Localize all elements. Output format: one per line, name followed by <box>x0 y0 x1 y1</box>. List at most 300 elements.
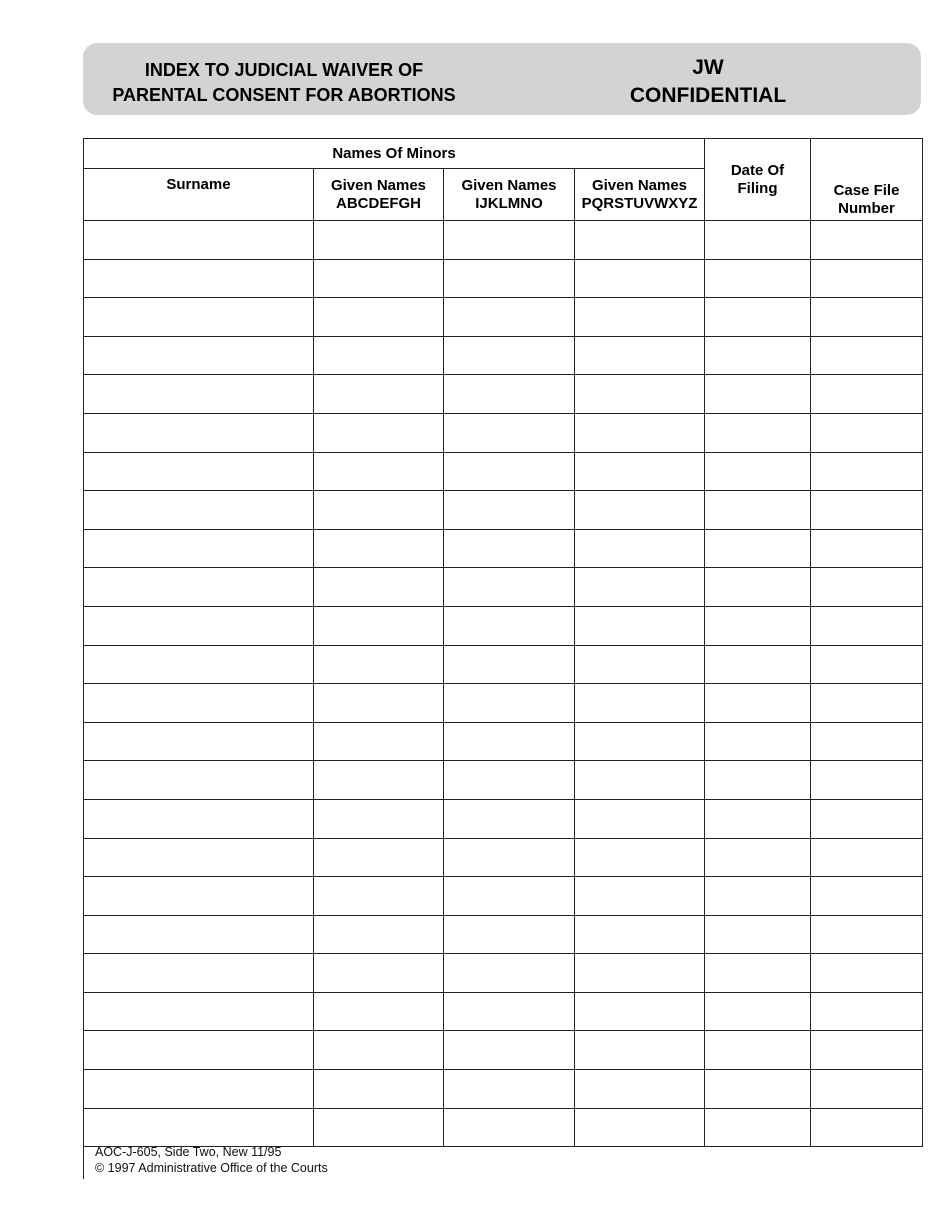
date-of-filing-input[interactable] <box>705 684 810 722</box>
date-of-filing-cell <box>705 298 811 337</box>
date-of-filing-cell <box>705 838 811 877</box>
case-file-number-cell <box>811 491 923 530</box>
given-names-a-h-header-line-2: ABCDEFGH <box>336 194 421 212</box>
given-p-z-input[interactable] <box>575 337 704 375</box>
given-names-p-z-cell <box>575 413 705 452</box>
date-of-filing-input[interactable] <box>705 260 810 298</box>
given-names-a-h-cell <box>314 298 444 337</box>
given-names-i-o-cell <box>444 838 575 877</box>
given-names-p-z-cell <box>575 568 705 607</box>
given-i-o-input[interactable] <box>444 221 574 259</box>
given-names-i-o-cell <box>444 568 575 607</box>
given-names-i-o-cell <box>444 684 575 723</box>
given-names-a-h-cell <box>314 722 444 761</box>
table-row <box>84 413 923 452</box>
surname-input[interactable] <box>84 723 313 761</box>
given-a-h-input[interactable] <box>314 453 443 491</box>
given-a-h-input[interactable] <box>314 1070 443 1108</box>
date-of-filing-input[interactable] <box>705 646 810 684</box>
case-file-number-input[interactable] <box>811 375 922 413</box>
given-names-i-o-header-line-1: Given Names <box>461 176 557 194</box>
given-names-p-z-cell <box>575 1070 705 1109</box>
case-file-number-cell <box>811 606 923 645</box>
given-names-a-h-cell <box>314 1108 444 1147</box>
table-row <box>84 722 923 761</box>
date-of-filing-input[interactable] <box>705 530 810 568</box>
given-i-o-input[interactable] <box>444 954 574 992</box>
given-i-o-input[interactable] <box>444 453 574 491</box>
surname-cell <box>84 915 314 954</box>
given-p-z-input[interactable] <box>575 568 704 606</box>
given-i-o-input[interactable] <box>444 1070 574 1108</box>
given-i-o-input[interactable] <box>444 684 574 722</box>
date-of-filing-header <box>705 139 811 221</box>
given-p-z-input[interactable] <box>575 723 704 761</box>
case-file-number-input[interactable] <box>811 877 922 915</box>
case-file-number-cell <box>811 452 923 491</box>
given-names-i-o-cell <box>444 259 575 298</box>
given-names-p-z-cell <box>575 954 705 993</box>
surname-input[interactable] <box>84 993 313 1031</box>
date-of-filing-cell <box>705 259 811 298</box>
case-file-number-input[interactable] <box>811 260 922 298</box>
case-file-number-input[interactable] <box>811 916 922 954</box>
surname-cell <box>84 413 314 452</box>
given-i-o-input[interactable] <box>444 530 574 568</box>
surname-input[interactable] <box>84 221 313 259</box>
date-of-filing-input[interactable] <box>705 337 810 375</box>
given-p-z-input[interactable] <box>575 1109 704 1147</box>
date-of-filing-input[interactable] <box>705 839 810 877</box>
given-i-o-input[interactable] <box>444 800 574 838</box>
given-names-a-h-cell <box>314 491 444 530</box>
form-id: AOC-J-605, Side Two, New 11/95 <box>95 1145 282 1159</box>
date-of-filing-header-line-1: Date Of <box>730 161 785 179</box>
table-row <box>84 877 923 916</box>
case-file-number-input[interactable] <box>811 568 922 606</box>
table-row <box>84 992 923 1031</box>
given-names-i-o-cell <box>444 877 575 916</box>
table-row <box>84 684 923 723</box>
table-row <box>84 1070 923 1109</box>
table-row <box>84 375 923 414</box>
table-row <box>84 954 923 993</box>
given-p-z-input[interactable] <box>575 414 704 452</box>
given-p-z-input[interactable] <box>575 260 704 298</box>
given-names-i-o-cell <box>444 1108 575 1147</box>
table-header-row-1 <box>84 139 923 169</box>
names-of-minors-header: Names Of Minors <box>84 139 705 169</box>
given-names-a-h-cell <box>314 529 444 568</box>
case-file-number-input[interactable] <box>811 530 922 568</box>
given-names-i-o-cell <box>444 722 575 761</box>
given-p-z-input[interactable] <box>575 530 704 568</box>
given-names-i-o-cell <box>444 413 575 452</box>
footer <box>95 1144 328 1176</box>
given-names-p-z-cell <box>575 992 705 1031</box>
surname-input[interactable] <box>84 1070 313 1108</box>
date-of-filing-input[interactable] <box>705 491 810 529</box>
surname-cell <box>84 684 314 723</box>
given-p-z-input[interactable] <box>575 993 704 1031</box>
case-file-number-input[interactable] <box>811 1070 922 1108</box>
date-of-filing-cell <box>705 915 811 954</box>
given-names-p-z-cell <box>575 375 705 414</box>
given-a-h-input[interactable] <box>314 800 443 838</box>
date-of-filing-cell <box>705 1031 811 1070</box>
surname-header-label: Surname <box>166 176 231 193</box>
table-row <box>84 915 923 954</box>
date-of-filing-cell <box>705 877 811 916</box>
date-of-filing-cell <box>705 221 811 260</box>
surname-input[interactable] <box>84 260 313 298</box>
given-names-i-o-cell <box>444 1070 575 1109</box>
given-names-a-h-cell <box>314 954 444 993</box>
given-names-p-z-cell <box>575 1108 705 1147</box>
given-i-o-input[interactable] <box>444 337 574 375</box>
given-i-o-input[interactable] <box>444 646 574 684</box>
given-names-i-o-cell <box>444 1031 575 1070</box>
given-names-p-z-cell <box>575 645 705 684</box>
surname-cell <box>84 375 314 414</box>
surname-input[interactable] <box>84 298 313 336</box>
surname-input[interactable] <box>84 1109 313 1147</box>
given-names-p-z-cell <box>575 915 705 954</box>
given-names-p-z-cell <box>575 722 705 761</box>
given-names-p-z-cell <box>575 221 705 260</box>
date-of-filing-input[interactable] <box>705 221 810 259</box>
surname-cell <box>84 1031 314 1070</box>
given-p-z-input[interactable] <box>575 800 704 838</box>
surname-input[interactable] <box>84 530 313 568</box>
table-row <box>84 452 923 491</box>
given-names-a-h-cell <box>314 877 444 916</box>
given-names-a-h-header-line-1: Given Names <box>330 176 427 194</box>
case-file-number-cell <box>811 877 923 916</box>
given-p-z-input[interactable] <box>575 839 704 877</box>
given-names-i-o-header <box>444 169 575 221</box>
date-of-filing-cell <box>705 992 811 1031</box>
given-p-z-input[interactable] <box>575 453 704 491</box>
date-of-filing-input[interactable] <box>705 568 810 606</box>
case-file-number-cell <box>811 954 923 993</box>
given-a-h-input[interactable] <box>314 877 443 915</box>
case-file-number-input[interactable] <box>811 221 922 259</box>
surname-cell <box>84 992 314 1031</box>
surname-input[interactable] <box>84 761 313 799</box>
table-row <box>84 568 923 607</box>
surname-cell <box>84 568 314 607</box>
given-a-h-input[interactable] <box>314 684 443 722</box>
given-names-p-z-cell <box>575 838 705 877</box>
given-i-o-input[interactable] <box>444 491 574 529</box>
surname-cell <box>84 954 314 993</box>
given-a-h-input[interactable] <box>314 1109 443 1147</box>
given-names-i-o-cell <box>444 529 575 568</box>
date-of-filing-input[interactable] <box>705 723 810 761</box>
date-of-filing-input[interactable] <box>705 414 810 452</box>
given-p-z-input[interactable] <box>575 684 704 722</box>
surname-cell <box>84 606 314 645</box>
given-names-p-z-header <box>575 169 705 221</box>
date-of-filing-cell <box>705 413 811 452</box>
given-names-i-o-cell <box>444 915 575 954</box>
case-file-number-input[interactable] <box>811 453 922 491</box>
given-p-z-input[interactable] <box>575 298 704 336</box>
given-i-o-input[interactable] <box>444 839 574 877</box>
surname-input[interactable] <box>84 607 313 645</box>
date-of-filing-cell <box>705 954 811 993</box>
given-a-h-input[interactable] <box>314 298 443 336</box>
confidential-label: CONFIDENTIAL <box>629 84 787 107</box>
case-file-number-cell <box>811 375 923 414</box>
given-i-o-input[interactable] <box>444 916 574 954</box>
surname-input[interactable] <box>84 375 313 413</box>
case-file-number-header-line-1: Case File <box>833 182 900 199</box>
case-file-number-cell <box>811 1031 923 1070</box>
given-p-z-input[interactable] <box>575 761 704 799</box>
given-p-z-input[interactable] <box>575 221 704 259</box>
given-names-a-h-cell <box>314 606 444 645</box>
case-file-number-input[interactable] <box>811 954 922 992</box>
given-names-i-o-cell <box>444 221 575 260</box>
given-a-h-input[interactable] <box>314 491 443 529</box>
date-of-filing-input[interactable] <box>705 1070 810 1108</box>
surname-cell <box>84 838 314 877</box>
given-names-p-z-cell <box>575 491 705 530</box>
surname-input[interactable] <box>84 954 313 992</box>
given-a-h-input[interactable] <box>314 1031 443 1069</box>
surname-input[interactable] <box>84 414 313 452</box>
given-names-p-z-cell <box>575 259 705 298</box>
case-file-number-input[interactable] <box>811 1031 922 1069</box>
given-names-a-h-cell <box>314 336 444 375</box>
table-row <box>84 529 923 568</box>
table-row <box>84 606 923 645</box>
case-file-number-cell <box>811 645 923 684</box>
given-p-z-input[interactable] <box>575 1070 704 1108</box>
surname-cell <box>84 1070 314 1109</box>
given-names-a-h-cell <box>314 452 444 491</box>
date-of-filing-cell <box>705 491 811 530</box>
date-of-filing-input[interactable] <box>705 1031 810 1069</box>
given-i-o-input[interactable] <box>444 607 574 645</box>
date-of-filing-cell <box>705 722 811 761</box>
given-p-z-input[interactable] <box>575 607 704 645</box>
case-file-number-cell <box>811 684 923 723</box>
surname-input[interactable] <box>84 800 313 838</box>
given-names-a-h-cell <box>314 915 444 954</box>
given-names-i-o-cell <box>444 375 575 414</box>
case-file-number-cell <box>811 1108 923 1147</box>
given-i-o-input[interactable] <box>444 877 574 915</box>
footer-rule <box>83 1141 84 1179</box>
given-i-o-input[interactable] <box>444 414 574 452</box>
given-names-a-h-cell <box>314 761 444 800</box>
given-i-o-input[interactable] <box>444 993 574 1031</box>
surname-cell <box>84 336 314 375</box>
given-p-z-input[interactable] <box>575 916 704 954</box>
date-of-filing-input[interactable] <box>705 800 810 838</box>
given-i-o-input[interactable] <box>444 723 574 761</box>
surname-input[interactable] <box>84 491 313 529</box>
case-file-number-cell <box>811 1070 923 1109</box>
case-file-number-cell <box>811 838 923 877</box>
given-a-h-input[interactable] <box>314 568 443 606</box>
case-file-number-cell <box>811 413 923 452</box>
given-a-h-input[interactable] <box>314 260 443 298</box>
surname-cell <box>84 221 314 260</box>
table-row <box>84 298 923 337</box>
given-a-h-input[interactable] <box>314 916 443 954</box>
case-file-number-input[interactable] <box>811 723 922 761</box>
surname-input[interactable] <box>84 453 313 491</box>
case-file-number-cell <box>811 915 923 954</box>
given-p-z-input[interactable] <box>575 954 704 992</box>
case-file-number-cell <box>811 529 923 568</box>
given-i-o-input[interactable] <box>444 1031 574 1069</box>
table-row <box>84 645 923 684</box>
given-names-a-h-cell <box>314 838 444 877</box>
given-p-z-input[interactable] <box>575 1031 704 1069</box>
case-file-number-cell <box>811 568 923 607</box>
given-names-p-z-cell <box>575 761 705 800</box>
given-a-h-input[interactable] <box>314 530 443 568</box>
date-of-filing-cell <box>705 1070 811 1109</box>
date-of-filing-input[interactable] <box>705 761 810 799</box>
table-row <box>84 336 923 375</box>
given-names-p-z-cell <box>575 336 705 375</box>
given-a-h-input[interactable] <box>314 414 443 452</box>
table-row <box>84 491 923 530</box>
surname-input[interactable] <box>84 684 313 722</box>
case-file-number-input[interactable] <box>811 491 922 529</box>
surname-input[interactable] <box>84 916 313 954</box>
case-file-number-cell <box>811 221 923 260</box>
surname-input[interactable] <box>84 568 313 606</box>
surname-input[interactable] <box>84 337 313 375</box>
given-names-a-h-cell <box>314 992 444 1031</box>
given-names-i-o-cell <box>444 336 575 375</box>
given-a-h-input[interactable] <box>314 646 443 684</box>
case-file-number-input[interactable] <box>811 761 922 799</box>
case-file-number-header-line-2: Number <box>838 200 895 217</box>
date-of-filing-input[interactable] <box>705 375 810 413</box>
case-file-number-input[interactable] <box>811 684 922 722</box>
date-of-filing-input[interactable] <box>705 607 810 645</box>
surname-input[interactable] <box>84 839 313 877</box>
date-of-filing-input[interactable] <box>705 993 810 1031</box>
date-of-filing-input[interactable] <box>705 453 810 491</box>
date-of-filing-input[interactable] <box>705 954 810 992</box>
given-i-o-input[interactable] <box>444 761 574 799</box>
given-p-z-input[interactable] <box>575 491 704 529</box>
date-of-filing-input[interactable] <box>705 877 810 915</box>
case-file-number-cell <box>811 259 923 298</box>
case-file-number-cell <box>811 799 923 838</box>
given-names-i-o-cell <box>444 645 575 684</box>
given-i-o-input[interactable] <box>444 375 574 413</box>
date-of-filing-cell <box>705 336 811 375</box>
given-a-h-input[interactable] <box>314 993 443 1031</box>
date-of-filing-cell <box>705 452 811 491</box>
given-names-i-o-header-line-2: IJKLMNO <box>475 194 543 212</box>
given-names-i-o-cell <box>444 799 575 838</box>
given-a-h-input[interactable] <box>314 337 443 375</box>
given-names-a-h-cell <box>314 221 444 260</box>
given-a-h-input[interactable] <box>314 723 443 761</box>
given-names-p-z-header-line-1: Given Names <box>591 176 688 194</box>
date-of-filing-cell <box>705 1108 811 1147</box>
given-names-a-h-cell <box>314 568 444 607</box>
given-p-z-input[interactable] <box>575 646 704 684</box>
given-i-o-input[interactable] <box>444 568 574 606</box>
given-a-h-input[interactable] <box>314 839 443 877</box>
surname-cell <box>84 799 314 838</box>
case-file-number-input[interactable] <box>811 646 922 684</box>
given-names-p-z-cell <box>575 799 705 838</box>
case-file-number-cell <box>811 722 923 761</box>
form-title-line-1: INDEX TO JUDICIAL WAIVER OF <box>144 60 424 80</box>
case-file-number-header <box>811 139 923 221</box>
given-a-h-input[interactable] <box>314 761 443 799</box>
given-a-h-input[interactable] <box>314 607 443 645</box>
case-file-number-input[interactable] <box>811 800 922 838</box>
table-row <box>84 221 923 260</box>
given-a-h-input[interactable] <box>314 954 443 992</box>
surname-header <box>84 169 314 221</box>
form-code: JW <box>692 56 724 79</box>
given-names-a-h-cell <box>314 1031 444 1070</box>
given-i-o-input[interactable] <box>444 1109 574 1147</box>
surname-cell <box>84 298 314 337</box>
date-of-filing-input[interactable] <box>705 1109 810 1147</box>
surname-cell <box>84 529 314 568</box>
case-file-number-input[interactable] <box>811 1109 922 1147</box>
date-of-filing-input[interactable] <box>705 916 810 954</box>
date-of-filing-input[interactable] <box>705 298 810 336</box>
given-names-p-z-cell <box>575 877 705 916</box>
given-i-o-input[interactable] <box>444 298 574 336</box>
surname-input[interactable] <box>84 877 313 915</box>
case-file-number-input[interactable] <box>811 993 922 1031</box>
given-p-z-input[interactable] <box>575 877 704 915</box>
table-body <box>84 221 923 1147</box>
given-names-p-z-cell <box>575 298 705 337</box>
surname-input[interactable] <box>84 1031 313 1069</box>
table-row <box>84 259 923 298</box>
case-file-number-cell <box>811 336 923 375</box>
given-a-h-input[interactable] <box>314 375 443 413</box>
case-file-number-input[interactable] <box>811 337 922 375</box>
case-file-number-cell <box>811 992 923 1031</box>
given-names-a-h-cell <box>314 684 444 723</box>
case-file-number-input[interactable] <box>811 839 922 877</box>
case-file-number-input[interactable] <box>811 414 922 452</box>
given-names-a-h-cell <box>314 1070 444 1109</box>
given-a-h-input[interactable] <box>314 221 443 259</box>
form-title <box>100 58 468 108</box>
surname-input[interactable] <box>84 646 313 684</box>
given-i-o-input[interactable] <box>444 260 574 298</box>
given-names-a-h-cell <box>314 413 444 452</box>
case-file-number-input[interactable] <box>811 607 922 645</box>
date-of-filing-cell <box>705 645 811 684</box>
given-p-z-input[interactable] <box>575 375 704 413</box>
surname-cell <box>84 1108 314 1147</box>
given-names-i-o-cell <box>444 298 575 337</box>
case-file-number-input[interactable] <box>811 298 922 336</box>
